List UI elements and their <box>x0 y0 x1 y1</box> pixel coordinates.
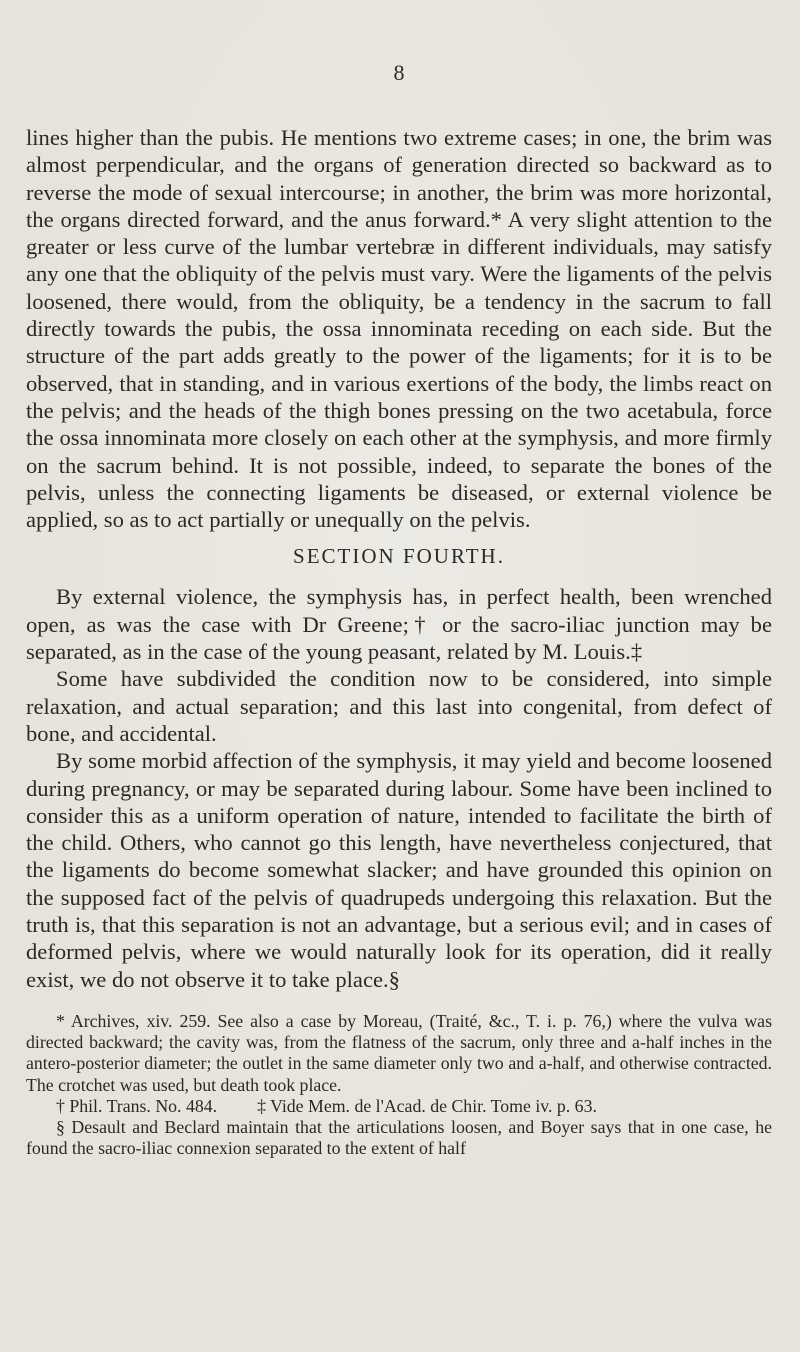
section-heading: SECTION FOURTH. <box>293 544 505 569</box>
footnote-section: § Desault and Beclard maintain that the articulations loosen, and Boyer says that in one case, he found the sacro-iliac connexion separated to the extent of half <box>26 1116 772 1159</box>
page-number: 8 <box>393 60 405 85</box>
footnote-pair <box>26 1096 772 1117</box>
main-text <box>26 124 772 993</box>
section-paragraph-1: By external violence, the symphysis has, in perfect health, been wrenched open, as was the case with Dr Greene;† or the sacro-iliac junction may be separated, as in the case of the young peasant, related by M. Louis.‡ <box>26 584 772 665</box>
paragraph-continuation: lines higher than the pubis. He mentions two extreme cases; in one, the brim was almost perpendicular, and the organs of generation directed so backward as to reverse the mode of sexual intercourse; in another, the brim was more horizontal, the organs directed forward, and the anus forward.* A very slight attention to the greater or less curve of the lumbar vertebræ in different individuals, may satisfy any one that the obliquity of the pelvis must vary. Were the ligaments of the pelvis loosened, there would, from the obliquity, be a tendency in the sacrum to fall directly towards the pubis, the ossa innominata receding on each side. But the structure of the part adds greatly to the power of the ligaments; for it is to be observed, that in standing, and in various exertions of the body, the limbs react on the pelvis; and the heads of the thigh bones pressing on the two acetabula, force the ossa innominata more closely on each other at the symphysis, and more firmly on the sacrum behind. It is not possible, indeed, to separate the bones of the pelvis, unless the connecting ligaments be diseased, or external violence be applied, so as to act partially or unequally on the pelvis. <box>26 125 772 533</box>
section-paragraph-2: Some have subdivided the condition now to be considered, into simple relaxation, and actual separation; and this last into congenital, from defect of bone, and accidental. <box>26 666 772 746</box>
section-paragraph-3: By some morbid affection of the symphysis, it may yield and become loosened during pregnancy, or may be separated during labour. Some have been inclined to consider this as a uniform operation of nature, intended to facilitate the birth of the child. Others, who cannot go this length, have nevertheless conjectured, that the ligaments do become somewhat slacker; and have grounded this opinion on the supposed fact of the pelvis of quadrupeds undergoing this relaxation. But the truth is, that this separation is not an advantage, but a serious evil; and in cases of deformed pelvis, where we would naturally look for its operation, did it really exist, we do not observe it to take place.§ <box>26 748 772 992</box>
footnote-star: * Archives, xiv. 259. See also a case by Moreau, (Traité, &c., T. i. p. 76,) where the vulva was directed backward; the cavity was, from the flatness of the sacrum, only three and a-half inches in the antero-posterior diameter; the outlet in the same diameter only two and a-half, and otherwise contracted. The crotchet was used, but death took place. <box>26 1010 772 1095</box>
footnote-dagger: † Phil. Trans. No. 484. <box>56 1095 218 1116</box>
footnotes <box>26 1011 772 1159</box>
footnote-double-dagger: ‡ Vide Mem. de l'Acad. de Chir. Tome iv. p. 63. <box>257 1095 597 1116</box>
